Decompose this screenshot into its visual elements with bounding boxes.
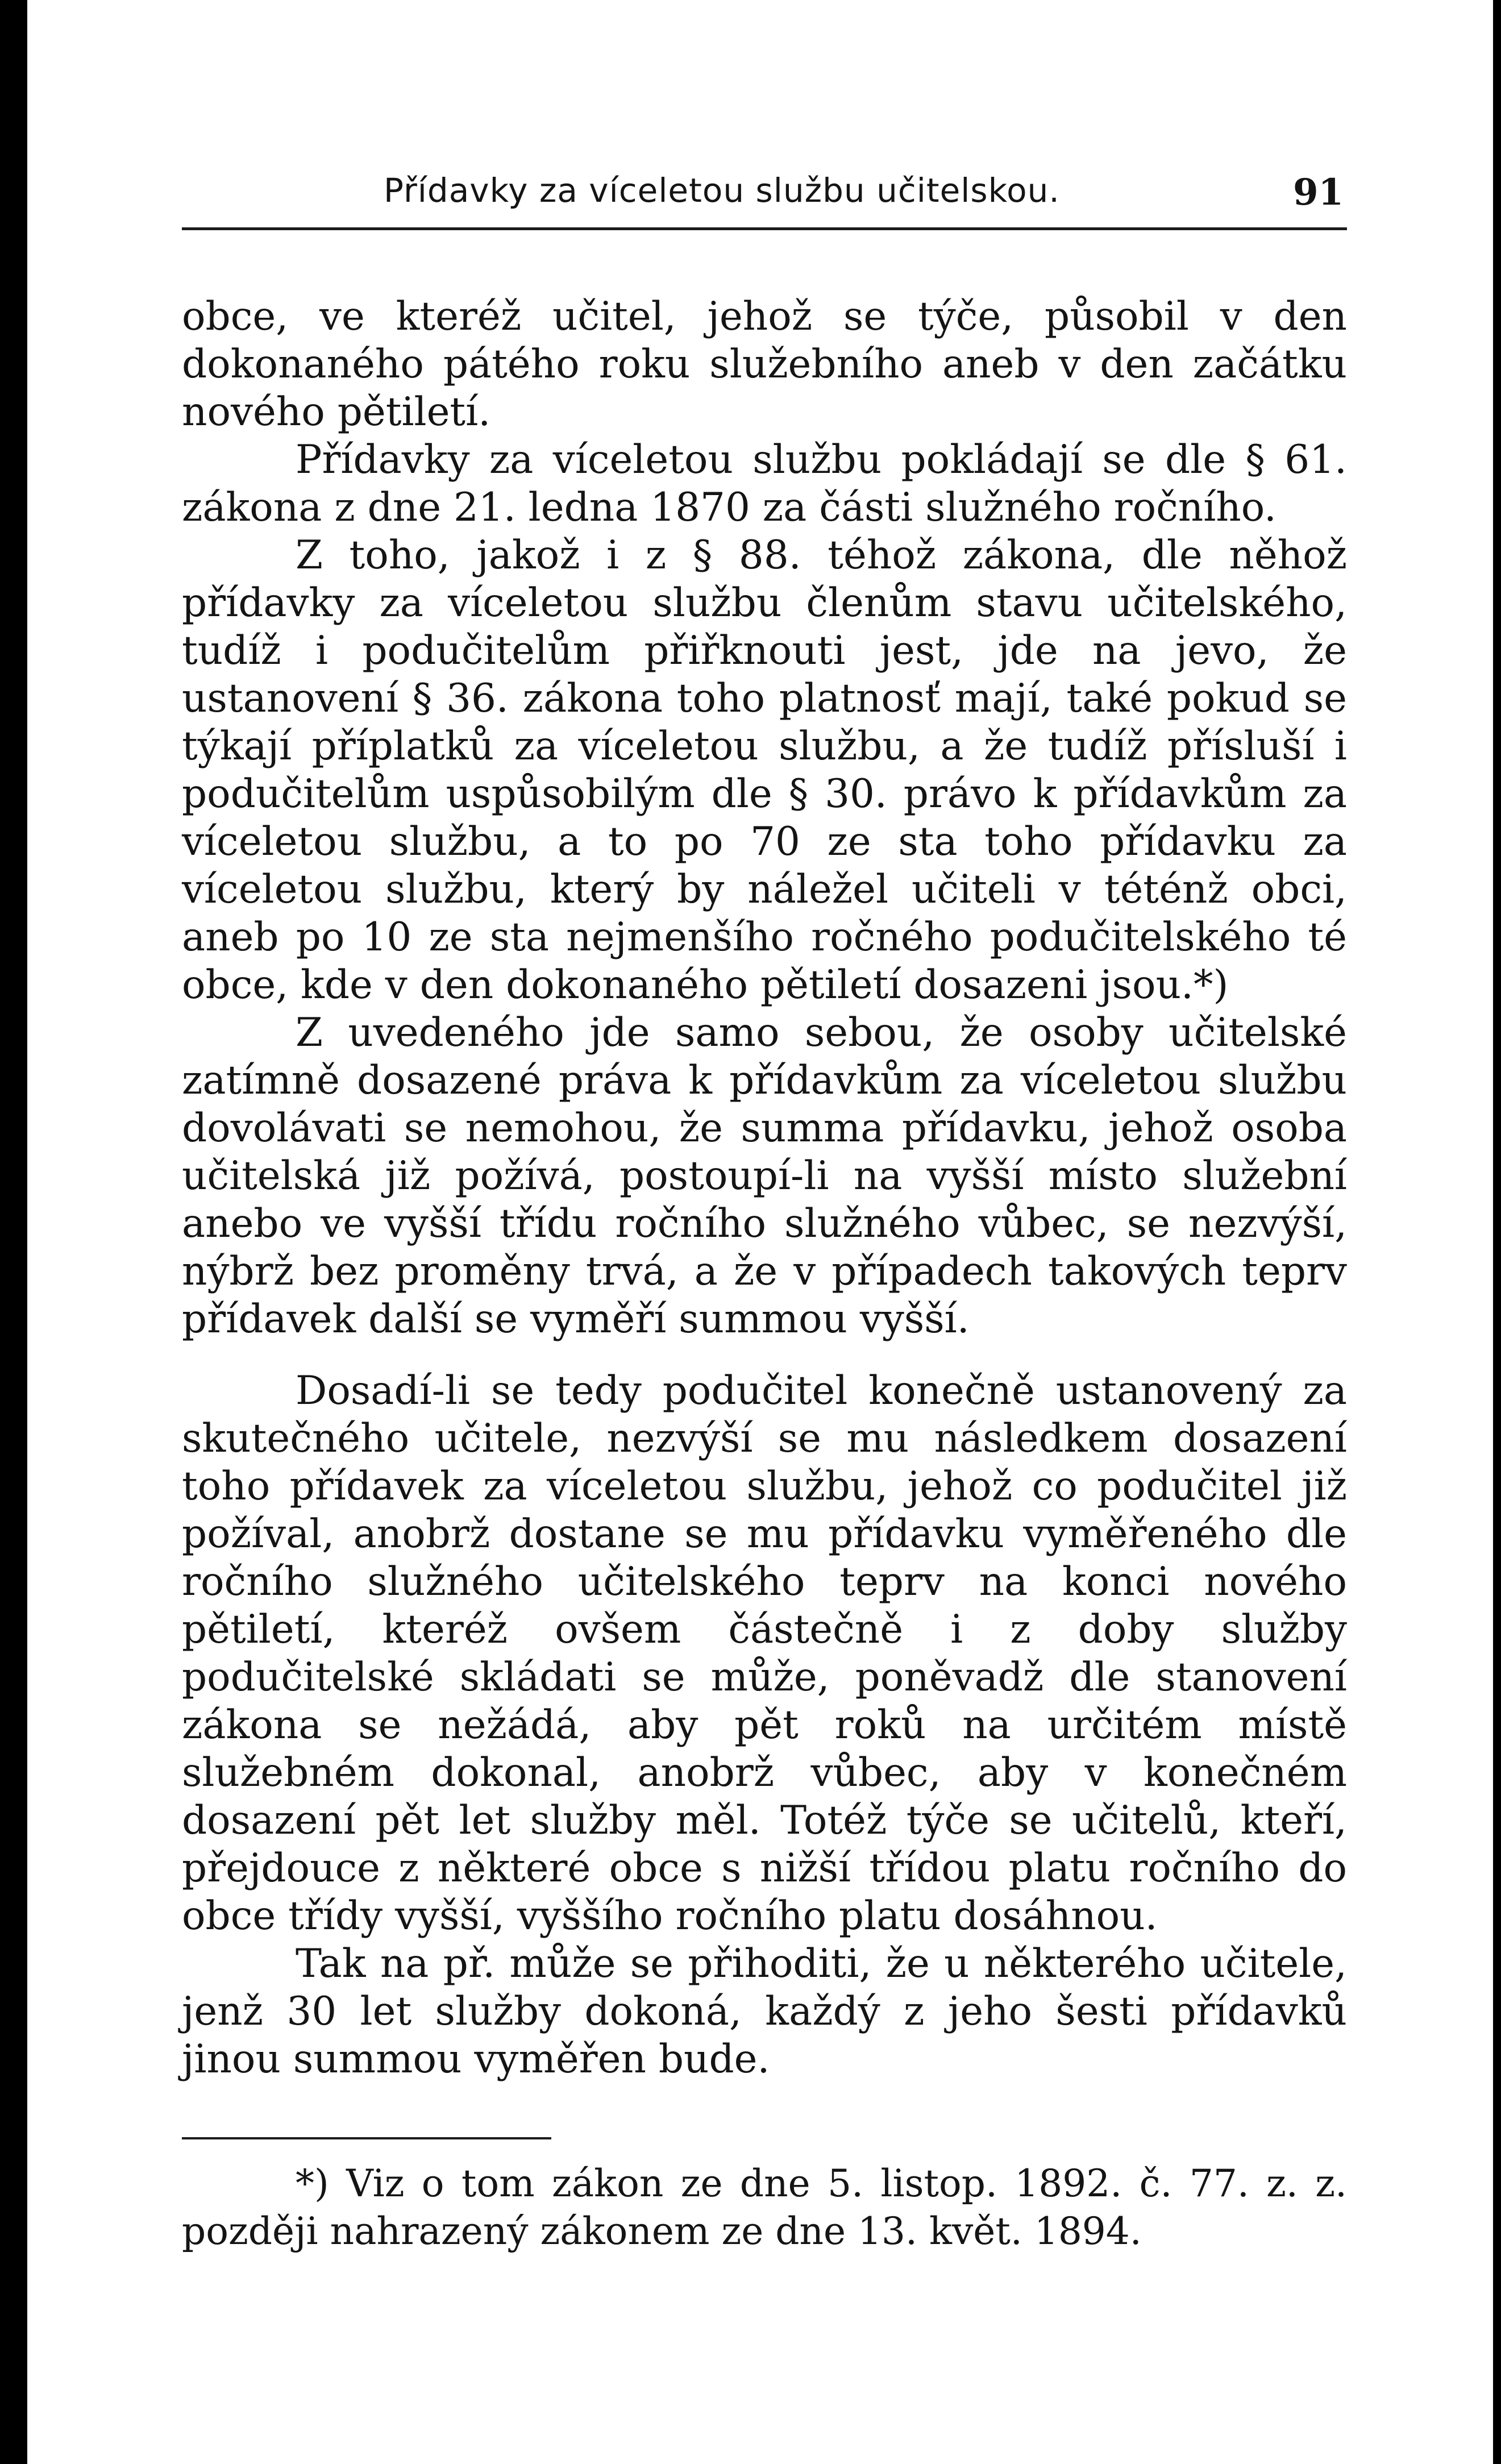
footnote-text: *) Viz o tom zákon ze dne 5. listop. 1892. č. 77. z. z. později nahrazený zákonem ze dne 13. květ. 1894. bbox=[182, 2162, 1347, 2253]
scan-border-right bbox=[1493, 0, 1501, 2464]
paragraph: Přídavky za víceletou službu pokládají se dle § 61. zákona z dne 21. ledna 1870 za části služného ročního. bbox=[182, 437, 1347, 530]
footnote-rule bbox=[182, 2137, 551, 2139]
paragraph: Dosadí-li se tedy podučitel konečně ustanovený za skutečného učitele, nezvýší se mu následkem dosazení toho přídavek za víceletou službu, jehož co podučitel již požíval, anobrž dostane se mu přídavku vyměřeného dle ročního služného učitelského teprv na konci nového pětiletí, kteréž ovšem částečně i z doby služby podučitelské skládati se může, poněvadž dle stanovení zákona se nežádá, aby pět roků na určitém místě služebném dokonal, anobrž vůbec, aby v konečném dosazení pět let služby měl. Totéž týče se učitelů, kteří, přejdouce z některé obce s nižší třídou platu ročního do obce třídy vyšší, vyššího ročního platu dosáhnou. bbox=[182, 1368, 1347, 1939]
paragraph: Z uvedeného jde samo sebou, že osoby učitelské zatímně dosazené práva k přídavkům za víceletou službu dovolávati se nemohou, že summa přídavku, jehož osoba učitelská již požívá, postoupí-li na vyšší místo služební anebo ve vyšší třídu ročního služného vůbec, se nezvýší, nýbrž bez proměny trvá, a že v případech takových teprv přídavek další se vyměří summou vyšší. bbox=[182, 1010, 1347, 1342]
paragraph-continuation: obce, ve kteréž učitel, jehož se týče, působil v den dokonaného pátého roku služebního aneb v den začátku nového pětiletí. bbox=[182, 294, 1347, 435]
footnote bbox=[182, 2137, 1347, 2255]
header-rule bbox=[182, 227, 1347, 230]
running-title: Přídavky za víceletou službu učitelskou. bbox=[384, 171, 1060, 210]
book-page bbox=[182, 0, 1347, 2464]
page-header bbox=[182, 167, 1347, 229]
paragraph: Tak na př. může se přihoditi, že u některého učitele, jenž 30 let služby dokoná, každý z jeho šesti přídavků jinou summou vyměřen bude. bbox=[182, 1941, 1347, 2082]
scan-border-left bbox=[0, 0, 27, 2464]
page-number: 91 bbox=[1292, 171, 1344, 214]
body-text bbox=[182, 293, 1347, 2083]
paragraph: Z toho, jakož i z § 88. téhož zákona, dle něhož přídavky za víceletou službu členům stavu učitelského, tudíž i podučitelům přiřknouti jest, jde na jevo, že ustanovení § 36. zákona toho platnosť mají, také pokud se týkají příplatků za víceletou službu, a že tudíž přísluší i podučitelům uspůsobilým dle § 30. právo k přídavkům za víceletou službu, a to po 70 ze sta toho přídavku za víceletou službu, který by náležel učiteli v téténž obci, aneb po 10 ze sta nejmenšího ročného podučitelského té obce, kde v den dokonaného pětiletí dosazeni jsou.*) bbox=[182, 533, 1347, 1008]
